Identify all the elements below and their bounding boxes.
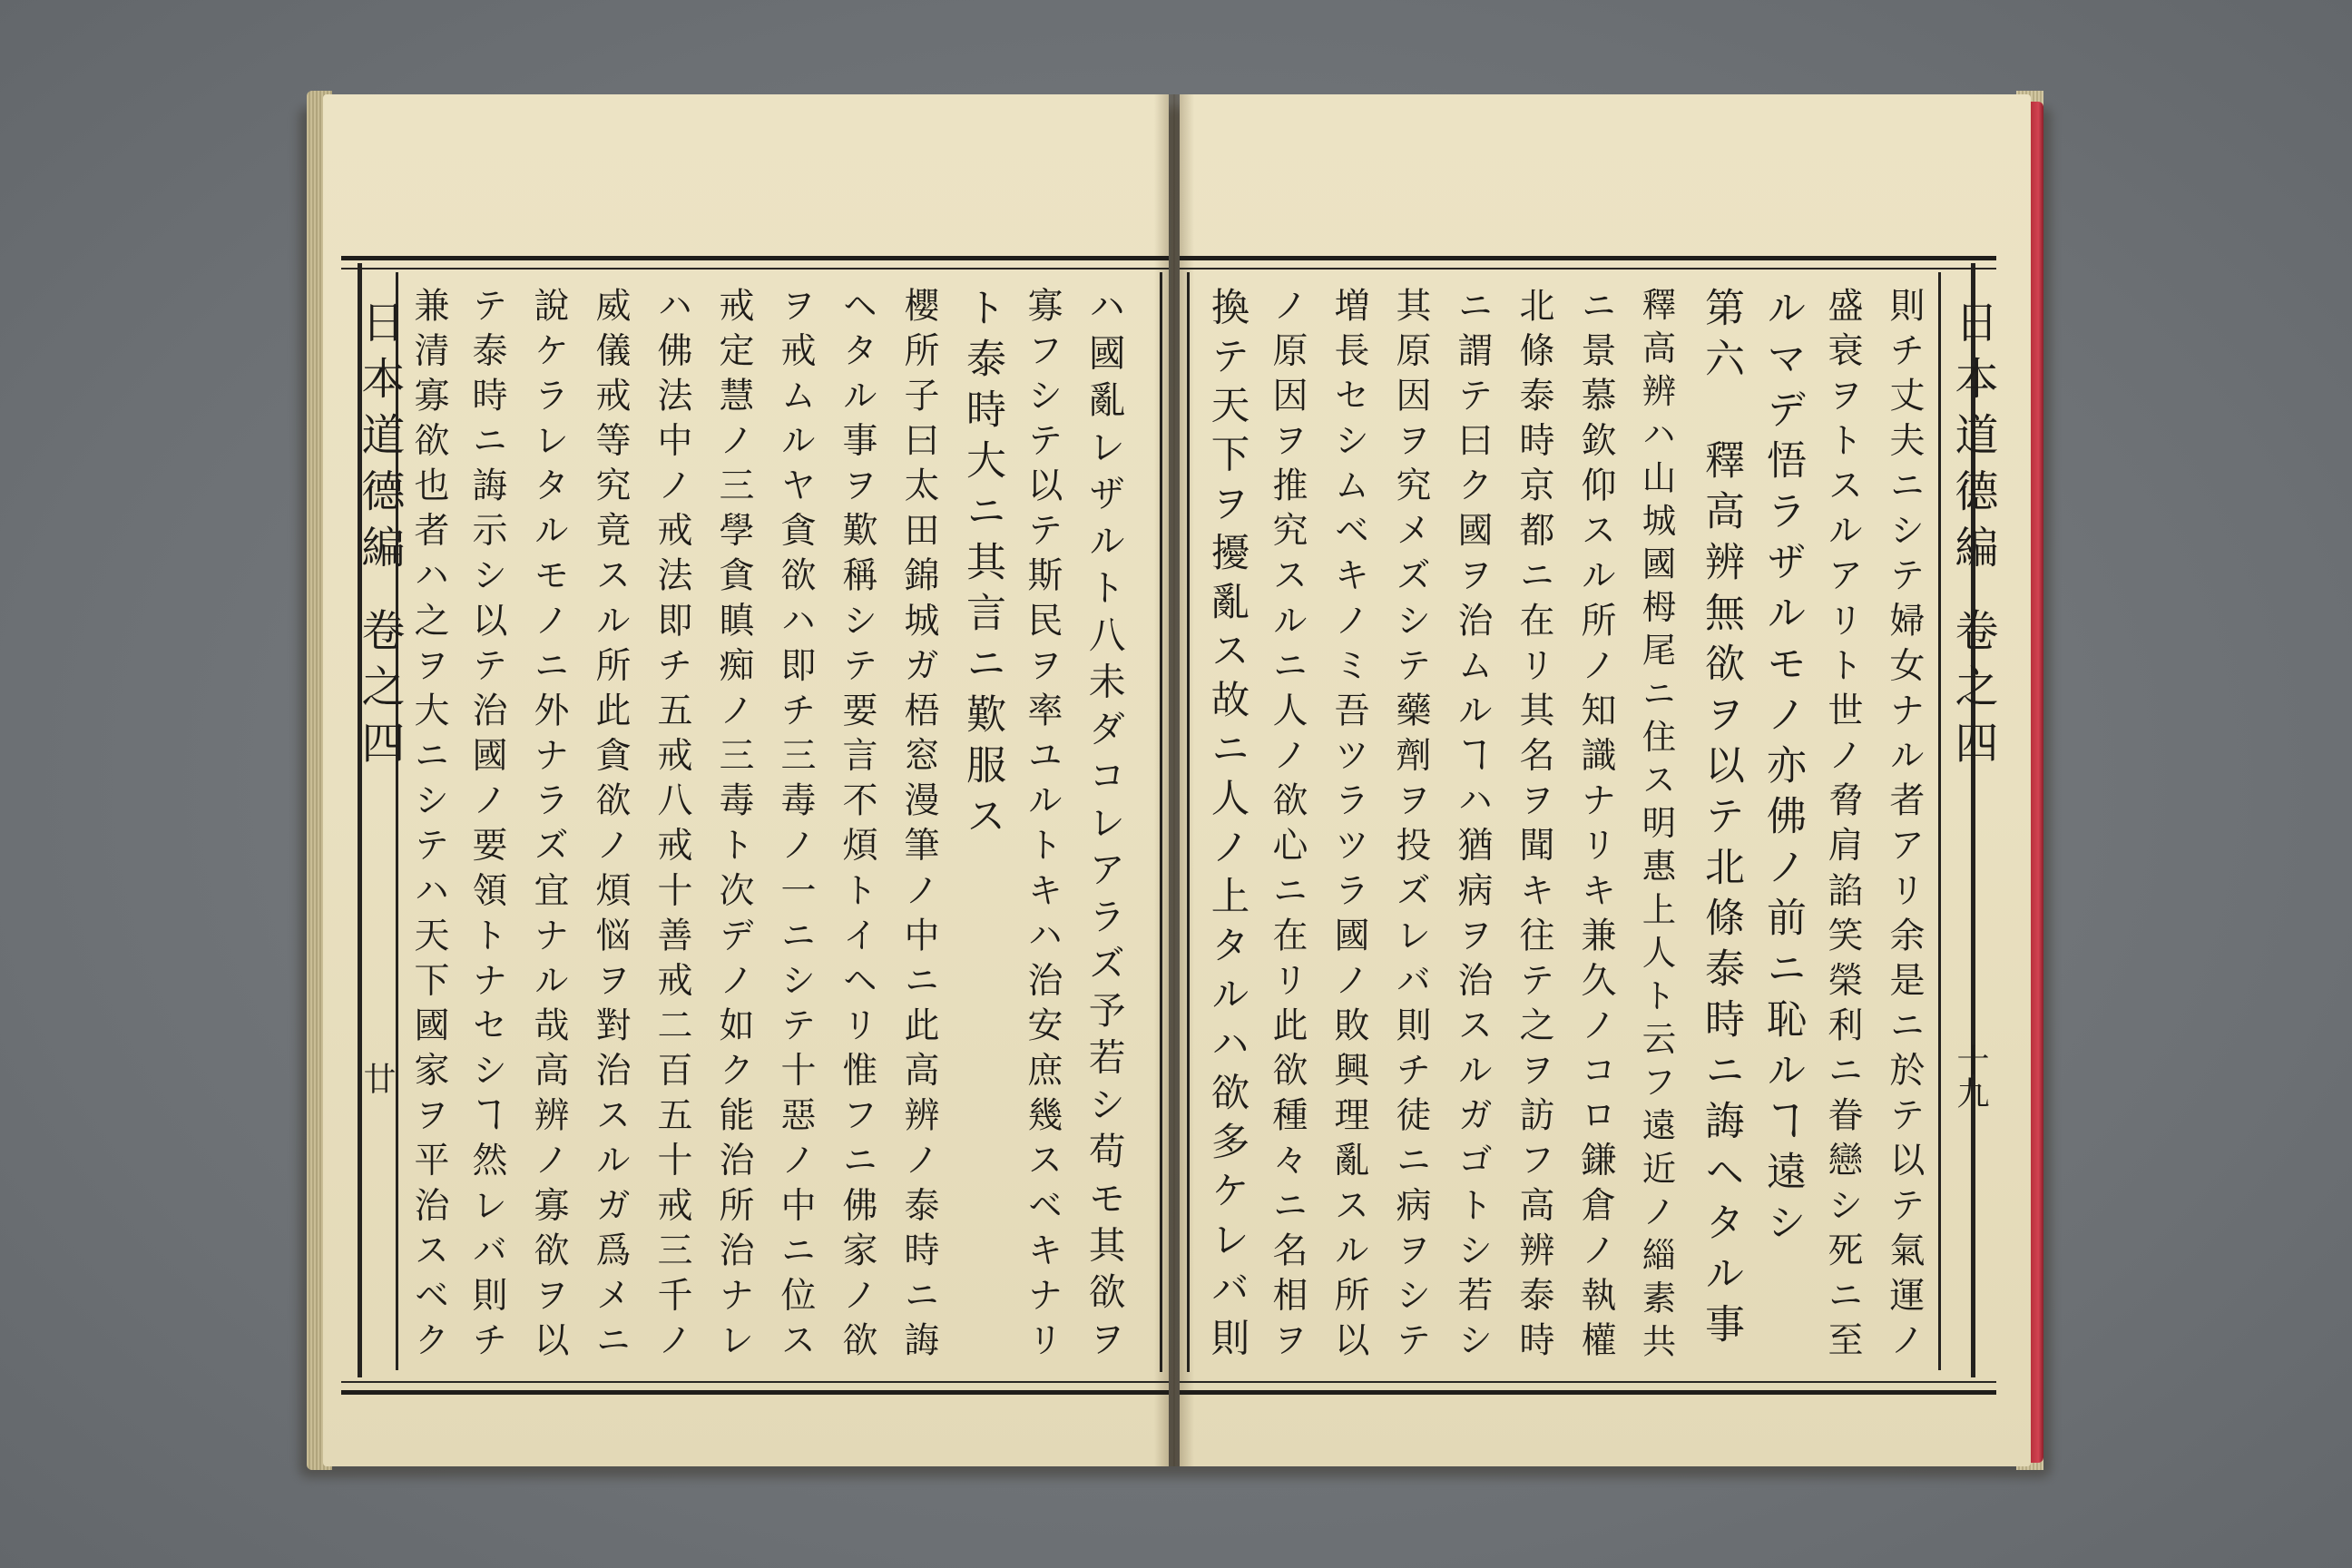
right-column-4-heading: 第六 釋高辨無欲ヲ以テ北條泰時ニ誨ヘタル事 bbox=[1698, 287, 1744, 1354]
right-column-2: 盛衰ヲトスルアリト世ノ脅肩諂笑榮利ニ眷戀シ死ニ至 bbox=[1821, 287, 1863, 1367]
frame-rule-bottom bbox=[341, 1381, 1169, 1383]
right-column-5: 釋高辨ハ山城國栂尾ニ住ス明惠上人ト云フ遠近ノ緇素共 bbox=[1636, 287, 1677, 1367]
left-column-12: 兼清寡欲也者ハ之ヲ大ニシテハ天下國家ヲ平治スベク bbox=[407, 287, 449, 1367]
left-column-10: 說ケラレタルモノニ外ナラズ宜ナル哉高辨ノ寡欲ヲ以 bbox=[527, 287, 569, 1367]
right-folio-number: 十九 bbox=[1952, 1044, 1989, 1109]
left-column-1: ハ國亂レザルト八未ダコレアラズ予若シ苟モ其欲ヲ bbox=[1082, 287, 1126, 1367]
right-column-8: ニ謂テ曰ク國ヲ治ムルヿハ猶病ヲ治スルガゴトシ若シ bbox=[1451, 287, 1493, 1367]
left-column-8: ハ佛法中ノ戒法即チ五戒八戒十善戒二百五十戒三千ノ bbox=[651, 287, 692, 1367]
left-column-7: 戒定慧ノ三學貪瞋痴ノ三毒ト次デノ如ク能治所治ナレ bbox=[712, 287, 754, 1367]
left-folio-number: 廿 bbox=[358, 1062, 396, 1094]
right-column-3: ルマデ悟ラザルモノ亦佛ノ前ニ恥ルヿ遠シ bbox=[1759, 287, 1806, 1252]
left-column-3: ト泰時大ニ其言ニ歎服ス bbox=[959, 287, 1005, 846]
right-column-7: 北條泰時京都ニ在リ其名ヲ聞キ往テ之ヲ訪フ高辨泰時 bbox=[1513, 287, 1554, 1367]
right-frame-inner-edge bbox=[1187, 272, 1190, 1372]
left-column-2: 寡フシテ以テ斯民ヲ率ユルトキハ治安庶幾スベキナリ bbox=[1021, 287, 1063, 1367]
right-center-column-title: 日本道德編 卷之四 bbox=[1947, 299, 1998, 777]
left-center-column-title: 日本道德編 卷之四 bbox=[354, 299, 405, 777]
frame-rule-bottom bbox=[1180, 1381, 1996, 1383]
left-column-11: テ泰時ニ誨示シ以テ治國ノ要領トナセシヿ然レバ則チ bbox=[466, 287, 507, 1367]
right-column-9: 其原因ヲ究メズシテ藥劑ヲ投ズレバ則チ徒ニ病ヲシテ bbox=[1389, 287, 1431, 1367]
red-cover-edge bbox=[2031, 102, 2043, 1463]
left-frame-inner-edge bbox=[1160, 272, 1162, 1372]
left-column-6: ヲ戒ムルヤ貪欲ハ即チ三毒ノ一ニシテ十惡ノ中ニ位ス bbox=[774, 287, 816, 1367]
right-column-11: ノ原因ヲ推究スルニ人ノ欲心ニ在リ此欲種々ニ名相ヲ bbox=[1266, 287, 1308, 1367]
right-column-6: ニ景慕欽仰スル所ノ知識ナリキ兼久ノコロ鎌倉ノ執權 bbox=[1574, 287, 1616, 1367]
frame-rule-top bbox=[1180, 268, 1996, 270]
right-column-10: 増長セシムベキノミ吾ツラツラ國ノ敗興理亂スル所以 bbox=[1328, 287, 1369, 1367]
right-column-1: 則チ丈夫ニシテ婦女ナル者アリ余是ニ於テ以テ氣運ノ bbox=[1883, 287, 1925, 1367]
right-center-column-rule-inner bbox=[1938, 272, 1941, 1370]
left-column-9: 威儀戒等究竟スル所此貪欲ノ煩悩ヲ對治スルガ爲メニ bbox=[589, 287, 631, 1367]
left-column-5: ヘタル事ヲ歎稱シテ要言不煩トイヘリ惟フニ佛家ノ欲 bbox=[836, 287, 877, 1367]
right-column-12: 換テ天下ヲ擾亂ス故ニ人ノ上タルハ欲多ケレバ則 bbox=[1204, 287, 1250, 1367]
frame-rule-top bbox=[341, 268, 1169, 270]
left-column-4: 櫻所子曰太田錦城ガ梧窓漫筆ノ中ニ此高辨ノ泰時ニ誨 bbox=[897, 287, 939, 1367]
